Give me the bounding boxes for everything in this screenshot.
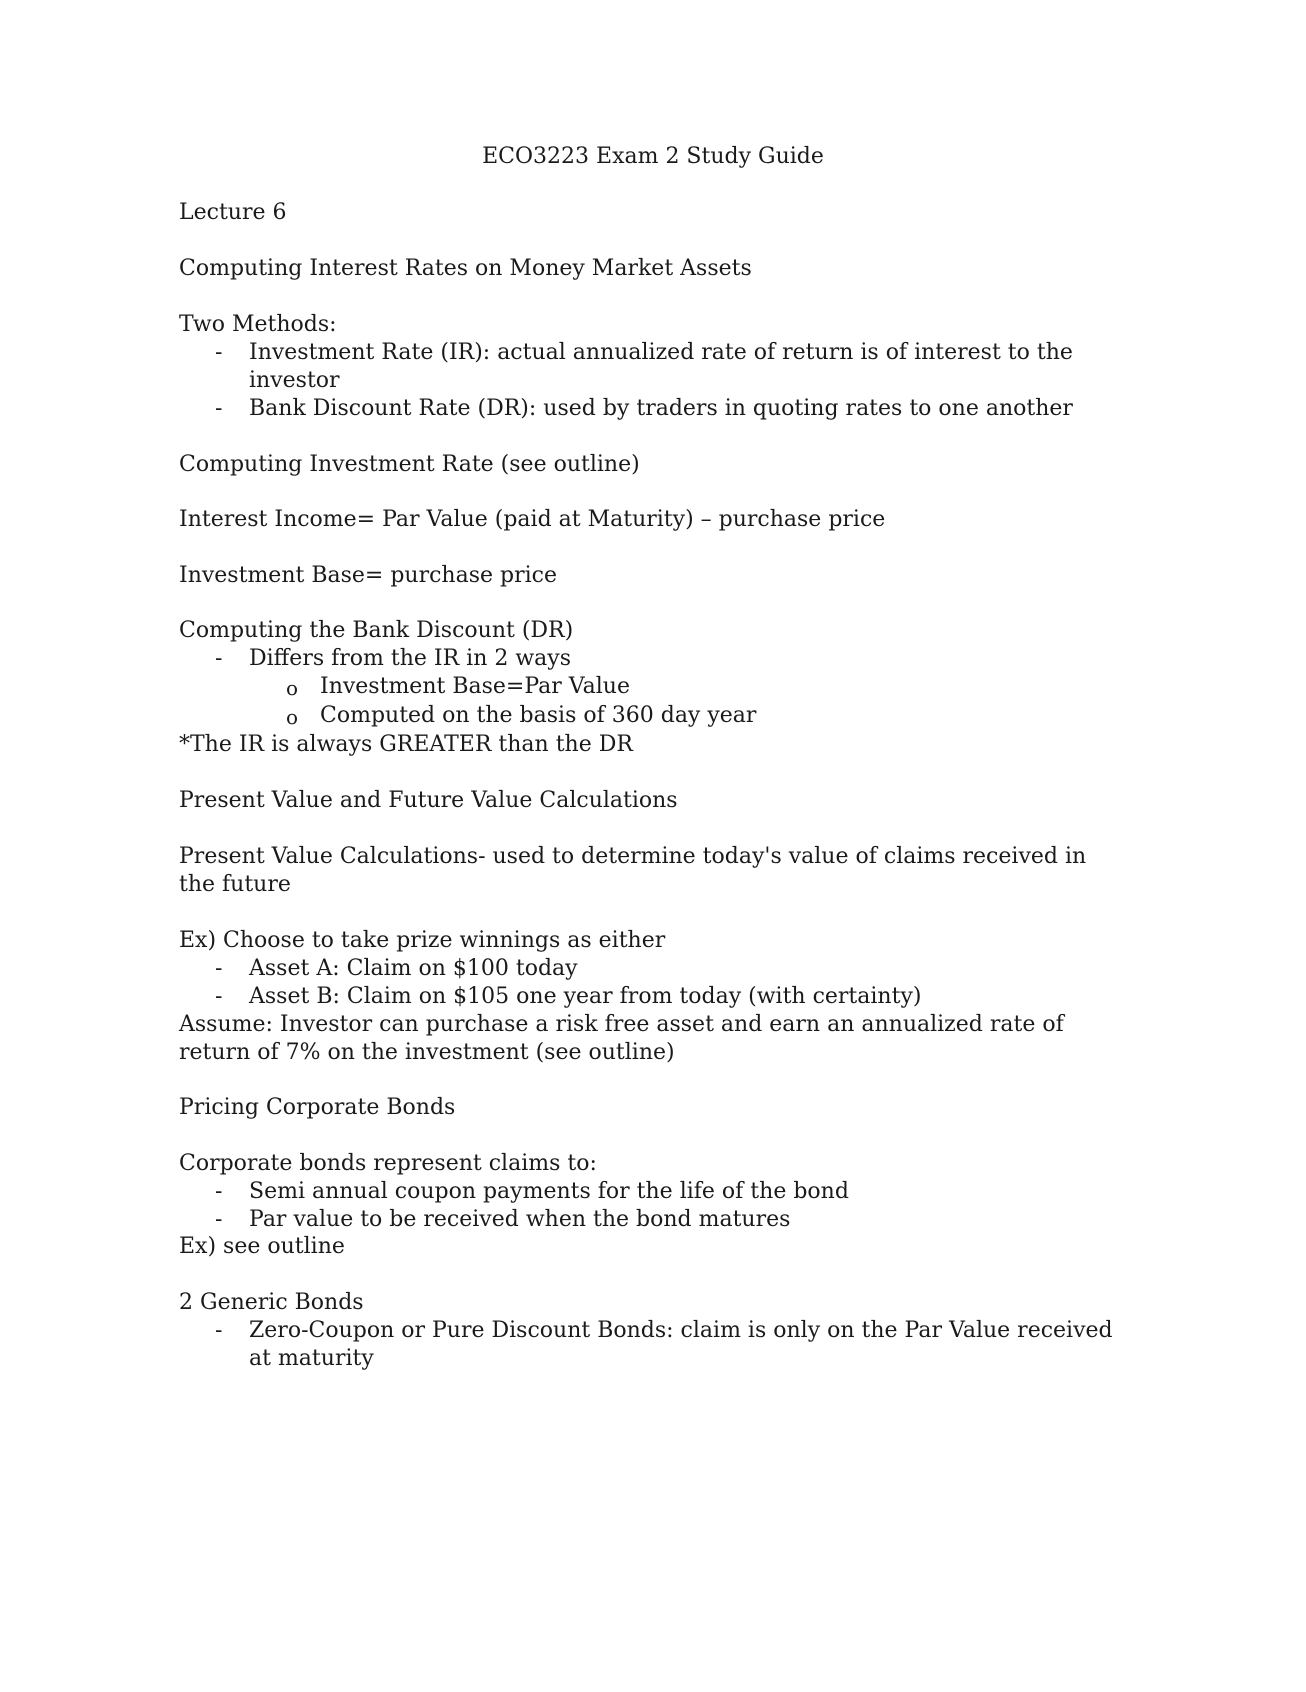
method-dr: Bank Discount Rate (DR): used by traders in quoting rates to one another bbox=[249, 396, 1073, 421]
circle-bullet: o bbox=[286, 705, 299, 729]
circle-bullet: o bbox=[286, 676, 299, 700]
claim-par-value: Par value to be received when the bond matures bbox=[249, 1207, 791, 1232]
zero-coupon-line1: Zero-Coupon or Pure Discount Bonds: claim is only on the Par Value received bbox=[249, 1318, 1113, 1343]
ir-greater-note: *The IR is always GREATER than the DR bbox=[179, 732, 633, 757]
dash-bullet: - bbox=[215, 1179, 223, 1204]
zero-coupon-line2: at maturity bbox=[249, 1346, 374, 1371]
claim-coupon: Semi annual coupon payments for the life of the bond bbox=[249, 1179, 849, 1204]
method-ir-line1: Investment Rate (IR): actual annualized rate of return is of interest to the bbox=[249, 340, 1073, 365]
investment-base-formula: Investment Base= purchase price bbox=[179, 563, 557, 588]
dash-bullet: - bbox=[215, 984, 223, 1009]
section-heading-interest-rates: Computing Interest Rates on Money Market Assets bbox=[179, 256, 752, 281]
assume-line1: Assume: Investor can purchase a risk free asset and earn an annualized rate of bbox=[179, 1012, 1064, 1037]
method-ir-line2: investor bbox=[249, 368, 340, 393]
dash-bullet: - bbox=[215, 1318, 223, 1343]
interest-income-formula: Interest Income= Par Value (paid at Maturity) – purchase price bbox=[179, 507, 886, 532]
computing-dr-heading: Computing the Bank Discount (DR) bbox=[179, 618, 574, 643]
pricing-bonds-heading: Pricing Corporate Bonds bbox=[179, 1095, 456, 1120]
document-title: ECO3223 Exam 2 Study Guide bbox=[482, 144, 824, 169]
assume-line2: return of 7% on the investment (see outline) bbox=[179, 1040, 675, 1065]
computing-ir-heading: Computing Investment Rate (see outline) bbox=[179, 452, 640, 477]
pv-definition-line2: the future bbox=[179, 872, 291, 897]
dash-bullet: - bbox=[215, 956, 223, 981]
dr-differs-bullet: Differs from the IR in 2 ways bbox=[249, 646, 572, 671]
two-methods-label: Two Methods: bbox=[179, 312, 337, 337]
dash-bullet: - bbox=[215, 396, 223, 421]
asset-b: Asset B: Claim on $105 one year from today (with certainty) bbox=[249, 984, 922, 1009]
dash-bullet: - bbox=[215, 1207, 223, 1232]
example-choose: Ex) Choose to take prize winnings as either bbox=[179, 928, 666, 953]
pv-definition-line1: Present Value Calculations- used to determine today's value of claims received in bbox=[179, 844, 1087, 869]
asset-a: Asset A: Claim on $100 today bbox=[249, 956, 578, 981]
example-see-outline: Ex) see outline bbox=[179, 1234, 345, 1259]
corp-bonds-intro: Corporate bonds represent claims to: bbox=[179, 1151, 597, 1176]
dr-subbullet-base: Investment Base=Par Value bbox=[320, 674, 630, 699]
generic-bonds-heading: 2 Generic Bonds bbox=[179, 1290, 364, 1315]
dr-subbullet-360: Computed on the basis of 360 day year bbox=[320, 703, 757, 728]
dash-bullet: - bbox=[215, 340, 223, 365]
pv-fv-heading: Present Value and Future Value Calculations bbox=[179, 788, 678, 813]
dash-bullet: - bbox=[215, 646, 223, 671]
lecture-label: Lecture 6 bbox=[179, 200, 287, 225]
